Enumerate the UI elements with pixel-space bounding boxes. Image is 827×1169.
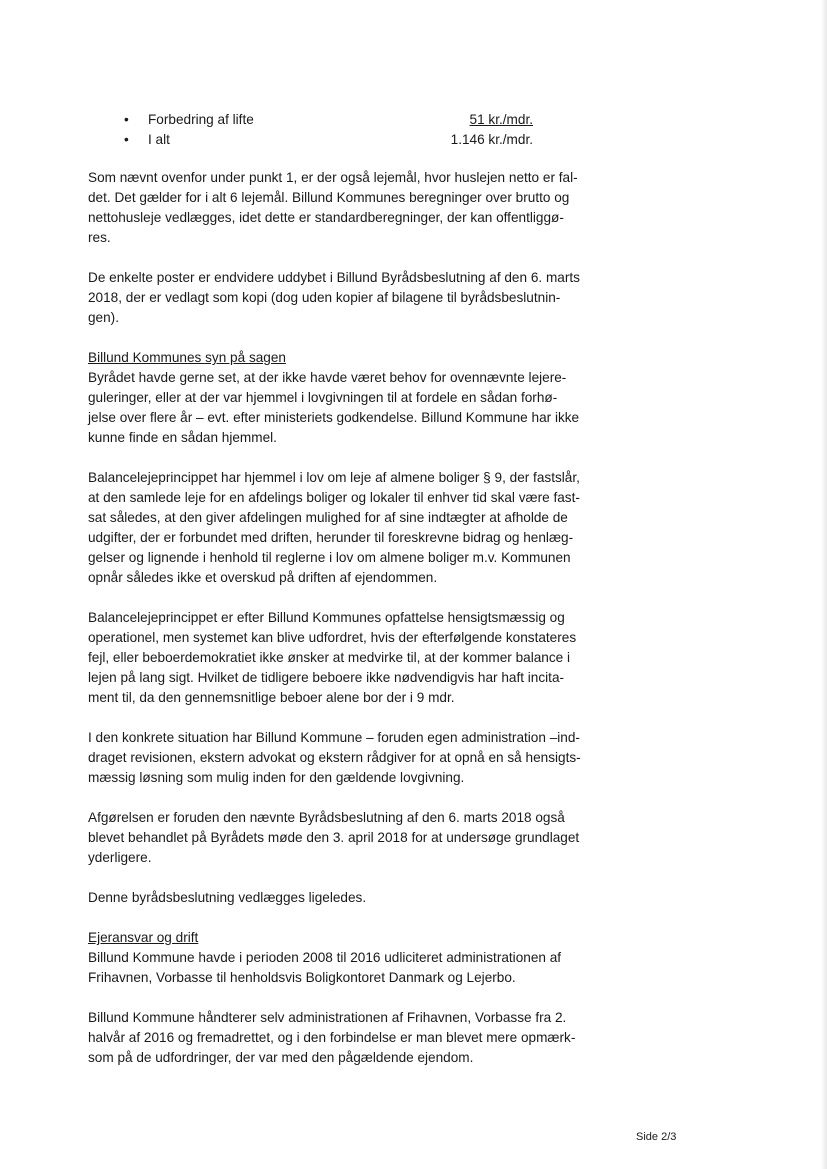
text-line: mæssig løsning som mulig inden for den gældende lovgivning. bbox=[88, 770, 465, 785]
bullet-item bbox=[88, 130, 596, 150]
text-line: res. bbox=[88, 230, 111, 245]
text-line: yderligere. bbox=[88, 850, 152, 865]
paragraph bbox=[88, 608, 596, 708]
text-line: kunne finde en sådan hjemmel. bbox=[88, 430, 277, 445]
section-heading: Billund Kommunes syn på sagen bbox=[88, 350, 286, 365]
text-line: draget revisionen, ekstern advokat og ekstern rådgiver for at opnå en så hensigts- bbox=[88, 750, 581, 765]
document-body bbox=[88, 110, 596, 1068]
text-line: Billund Kommune håndterer selv administrationen af Frihavnen, Vorbasse fra 2. bbox=[88, 1010, 567, 1025]
text-line: opnår således ikke et overskud på driften af ejendommen. bbox=[88, 570, 438, 585]
text-line: Denne byrådsbeslutning vedlægges ligeledes. bbox=[88, 890, 367, 905]
text-line: udgifter, der er forbundet med driften, herunder til foreskrevne bidrag og henlæg- bbox=[88, 530, 574, 545]
page-number: Side 2/3 bbox=[636, 1131, 677, 1143]
text-line: fejl, eller beboerdemokratiet ikke ønsker at medvirke til, at der kommer balance i bbox=[88, 650, 571, 665]
bullet-amount-text: 51 kr./mdr. bbox=[469, 112, 533, 127]
text-line: Byrådet havde gerne set, at der ikke havde været behov for ovennævnte lejere- bbox=[88, 370, 567, 385]
text-line: Frihavnen, Vorbasse til henholdsvis Boligkontoret Danmark og Lejerbo. bbox=[88, 970, 516, 985]
bullet-list bbox=[88, 110, 596, 150]
text-line: guleringer, eller at der var hjemmel i lovgivningen til at fordele en sådan forhø- bbox=[88, 390, 558, 405]
text-line: gen). bbox=[88, 310, 119, 325]
paragraph bbox=[88, 808, 596, 868]
section-heading: Ejeransvar og drift bbox=[88, 930, 199, 945]
text-line: Balancelejeprincippet er efter Billund Kommunes opfattelse hensigtsmæssig og bbox=[88, 610, 565, 625]
text-line: Som nævnt ovenfor under punkt 1, er der også lejemål, hvor huslejen netto er fal- bbox=[88, 170, 578, 185]
text-line: det. Det gælder for i alt 6 lejemål. Billund Kommunes beregninger over brutto og bbox=[88, 190, 570, 205]
text-line: I den konkrete situation har Billund Kommune – foruden egen administration –ind- bbox=[88, 730, 580, 745]
bullet-label: I alt bbox=[148, 132, 170, 147]
paragraph bbox=[88, 468, 596, 588]
text-line: operationel, men systemet kan blive udfordret, hvis der efterfølgende konstateres bbox=[88, 630, 577, 645]
paragraph bbox=[88, 928, 596, 988]
paragraph bbox=[88, 1008, 596, 1068]
text-line: Billund Kommune havde i perioden 2008 til 2016 udliciteret administrationen af bbox=[88, 950, 562, 965]
bullet-amount bbox=[448, 110, 533, 130]
text-line: at den samlede leje for en afdelings boliger og lokaler til enhver tid skal være fast- bbox=[88, 490, 580, 505]
bullet-item bbox=[88, 110, 596, 130]
paragraphs bbox=[88, 168, 596, 1068]
text-line: som på de udfordringer, der var med den pågældende ejendom. bbox=[88, 1050, 474, 1065]
text-line: sat således, at den giver afdelingen mulighed for af sine indtægter at afholde de bbox=[88, 510, 568, 525]
text-line: gelser og lignende i henhold til reglerne i lov om almene boliger m.v. Kommunen bbox=[88, 550, 571, 565]
paragraph bbox=[88, 888, 596, 908]
text-line: Balancelejeprincippet har hjemmel i lov om leje af almene boliger § 9, der fastslår, bbox=[88, 470, 580, 485]
text-line: jelse over flere år – evt. efter ministeriets godkendelse. Billund Kommune har ikke bbox=[88, 410, 580, 425]
text-line: lejen på lang sigt. Hvilket de tidligere beboere ikke nødvendigvis har haft incita- bbox=[88, 670, 565, 685]
text-line: De enkelte poster er endvidere uddybet i Billund Byrådsbeslutning af den 6. marts bbox=[88, 270, 580, 285]
bullet-amount bbox=[448, 130, 533, 150]
bullet-label: Forbedring af lifte bbox=[148, 112, 254, 127]
text-line: nettohusleje vedlægges, idet dette er standardberegninger, der kan offentliggø- bbox=[88, 210, 564, 225]
text-line: 2018, der er vedlagt som kopi (dog uden kopier af bilagene til byrådsbeslutnin- bbox=[88, 290, 561, 305]
bullet-symbol: • bbox=[124, 132, 129, 147]
page-edge bbox=[821, 0, 827, 1169]
text-line: Afgørelsen er foruden den nævnte Byrådsbeslutning af den 6. marts 2018 også bbox=[88, 810, 565, 825]
paragraph bbox=[88, 728, 596, 788]
bullet-amount-text: 1.146 kr./mdr. bbox=[450, 132, 533, 147]
paragraph bbox=[88, 348, 596, 448]
paragraph bbox=[88, 168, 596, 248]
text-line: blevet behandlet på Byrådets møde den 3. april 2018 for at undersøge grundlaget bbox=[88, 830, 580, 845]
text-line: halvår af 2016 og fremadrettet, og i den forbindelse er man blevet mere opmærk- bbox=[88, 1030, 576, 1045]
paragraph bbox=[88, 268, 596, 328]
bullet-symbol: • bbox=[124, 112, 129, 127]
text-line: ment til, da den gennemsnitlige beboer alene bor der i 9 mdr. bbox=[88, 690, 455, 705]
